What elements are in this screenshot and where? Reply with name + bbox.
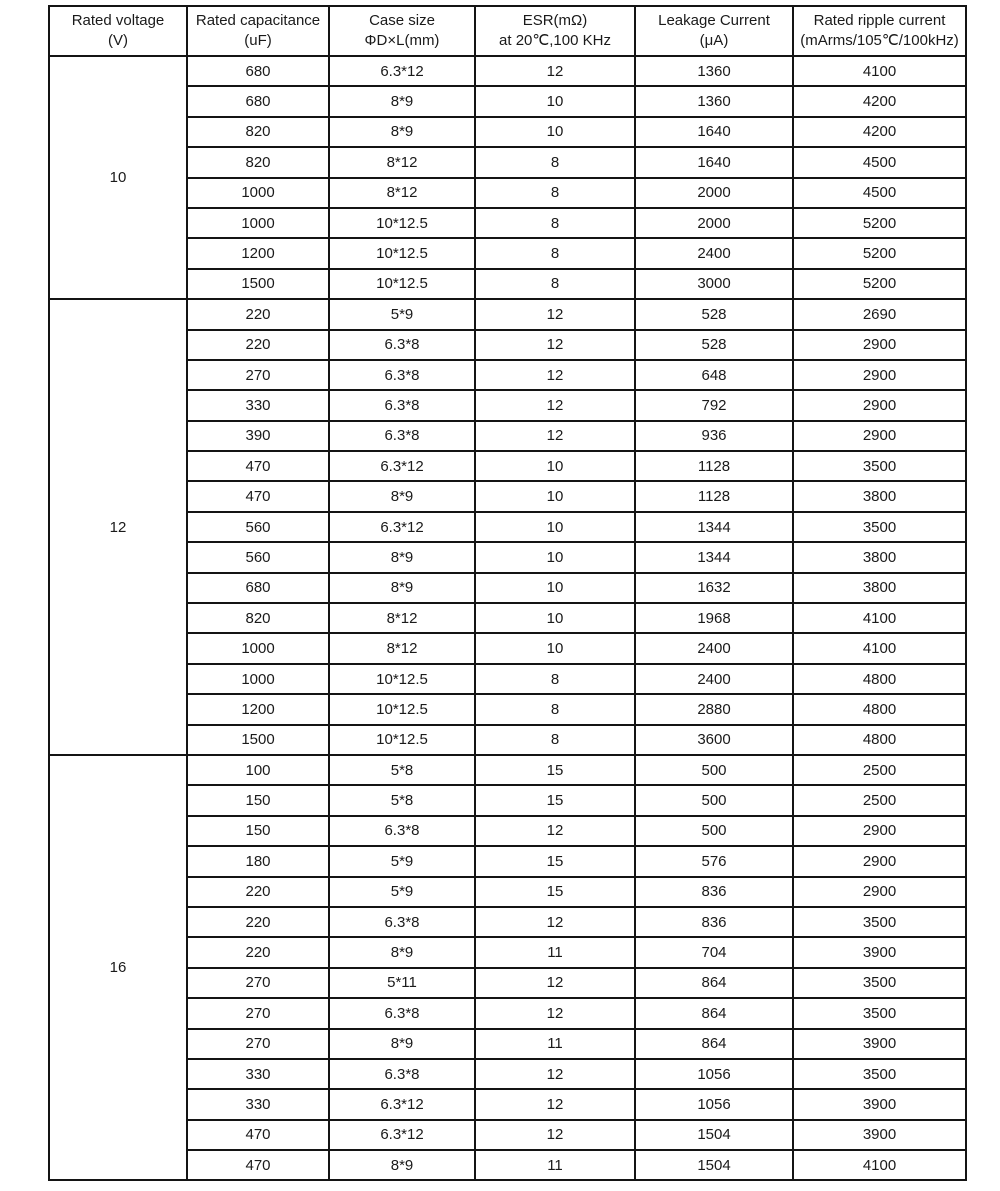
cell-leakage: 1360 [635,56,793,86]
cell-leakage: 1056 [635,1089,793,1119]
header-label-line2: (mArms/105℃/100kHz) [800,32,959,49]
table-row [49,147,966,177]
cell-ripple: 4500 [793,147,966,177]
header-label-line1: Rated capacitance [195,11,321,29]
cell-capacitance: 1000 [187,208,329,238]
cell-case_size: 6.3*8 [329,816,475,846]
cell-case_size: 6.3*8 [329,360,475,390]
cell-capacitance: 470 [187,1150,329,1180]
table-row [49,968,966,998]
cell-ripple: 4200 [793,86,966,116]
cell-esr: 10 [475,117,635,147]
cell-ripple: 2500 [793,785,966,815]
cell-capacitance: 270 [187,1029,329,1059]
cell-esr: 12 [475,390,635,420]
header-cell-ripple [793,6,966,56]
cell-case_size: 6.3*12 [329,451,475,481]
cell-case_size: 6.3*8 [329,330,475,360]
table-row [49,1029,966,1059]
table-row [49,390,966,420]
table-row [49,1089,966,1119]
cell-leakage: 1344 [635,512,793,542]
cell-leakage: 864 [635,1029,793,1059]
cell-capacitance: 330 [187,1059,329,1089]
cell-leakage: 1360 [635,86,793,116]
table-row [49,330,966,360]
cell-leakage: 2400 [635,238,793,268]
cell-capacitance: 270 [187,998,329,1028]
header-label-line1: Case size [369,11,435,29]
cell-esr: 8 [475,725,635,755]
cell-case_size: 10*12.5 [329,208,475,238]
cell-ripple: 3800 [793,481,966,511]
cell-esr: 12 [475,907,635,937]
header-cell-capacitance [187,6,329,56]
header-cell-esr [475,6,635,56]
cell-capacitance: 820 [187,603,329,633]
cell-esr: 15 [475,755,635,785]
table-row [49,178,966,208]
cell-case_size: 5*9 [329,299,475,329]
cell-esr: 8 [475,178,635,208]
cell-ripple: 2900 [793,846,966,876]
table-row [49,907,966,937]
cell-leakage: 500 [635,816,793,846]
cell-esr: 12 [475,330,635,360]
cell-ripple: 5200 [793,208,966,238]
cell-leakage: 1640 [635,147,793,177]
table-row [49,816,966,846]
cell-capacitance: 270 [187,968,329,998]
cell-esr: 10 [475,86,635,116]
cell-esr: 12 [475,968,635,998]
cell-esr: 12 [475,56,635,86]
cell-case_size: 8*12 [329,147,475,177]
cell-case_size: 8*9 [329,1029,475,1059]
table-row [49,694,966,724]
header-cell-case_size [329,6,475,56]
table-row [49,633,966,663]
table-header [49,6,966,56]
cell-esr: 15 [475,846,635,876]
cell-capacitance: 330 [187,1089,329,1119]
cell-esr: 10 [475,573,635,603]
cell-esr: 11 [475,937,635,967]
header-label-line2: ΦD×L(mm) [364,32,440,49]
header-cell-voltage [49,6,187,56]
table-row [49,481,966,511]
voltage-group-cell: 12 [49,299,187,755]
cell-leakage: 1128 [635,451,793,481]
header-row [49,6,966,56]
cell-esr: 8 [475,269,635,299]
cell-capacitance: 470 [187,481,329,511]
cell-ripple: 2900 [793,816,966,846]
cell-esr: 11 [475,1029,635,1059]
cell-case_size: 6.3*8 [329,390,475,420]
cell-capacitance: 1200 [187,238,329,268]
table-row [49,755,966,785]
table-row [49,877,966,907]
cell-case_size: 5*8 [329,755,475,785]
cell-ripple: 3900 [793,937,966,967]
cell-ripple: 3500 [793,451,966,481]
table-row [49,86,966,116]
cell-ripple: 2900 [793,360,966,390]
cell-esr: 10 [475,633,635,663]
cell-capacitance: 1500 [187,725,329,755]
table-row [49,238,966,268]
cell-esr: 15 [475,877,635,907]
table-row [49,451,966,481]
cell-ripple: 3900 [793,1089,966,1119]
cell-capacitance: 220 [187,877,329,907]
cell-leakage: 1056 [635,1059,793,1089]
table-row [49,360,966,390]
cell-case_size: 6.3*8 [329,1059,475,1089]
table-row [49,785,966,815]
cell-leakage: 1504 [635,1120,793,1150]
cell-esr: 8 [475,238,635,268]
cell-esr: 12 [475,421,635,451]
cell-case_size: 8*9 [329,573,475,603]
table-body [49,56,966,1180]
cell-esr: 12 [475,816,635,846]
cell-case_size: 10*12.5 [329,694,475,724]
cell-esr: 11 [475,1150,635,1180]
cell-ripple: 4800 [793,725,966,755]
cell-leakage: 1128 [635,481,793,511]
cell-esr: 10 [475,481,635,511]
cell-capacitance: 100 [187,755,329,785]
cell-ripple: 2900 [793,877,966,907]
cell-case_size: 8*9 [329,117,475,147]
cell-leakage: 1504 [635,1150,793,1180]
table-row [49,937,966,967]
table-row [49,208,966,238]
cell-capacitance: 680 [187,573,329,603]
cell-capacitance: 560 [187,512,329,542]
voltage-group-cell: 16 [49,755,187,1180]
cell-case_size: 6.3*12 [329,512,475,542]
cell-ripple: 4100 [793,56,966,86]
cell-ripple: 3500 [793,968,966,998]
table-row [49,998,966,1028]
cell-ripple: 5200 [793,269,966,299]
cell-capacitance: 680 [187,86,329,116]
cell-case_size: 8*9 [329,542,475,572]
header-label-line1: Rated voltage [71,11,165,29]
cell-capacitance: 1000 [187,178,329,208]
cell-ripple: 4100 [793,603,966,633]
cell-case_size: 5*11 [329,968,475,998]
cell-esr: 15 [475,785,635,815]
cell-leakage: 864 [635,998,793,1028]
cell-case_size: 6.3*8 [329,907,475,937]
table-row [49,1059,966,1089]
header-label-line1: Leakage Current [658,11,770,29]
cell-leakage: 1344 [635,542,793,572]
cell-esr: 8 [475,208,635,238]
cell-capacitance: 390 [187,421,329,451]
cell-case_size: 6.3*12 [329,56,475,86]
cell-ripple: 2690 [793,299,966,329]
cell-ripple: 3500 [793,998,966,1028]
table-row [49,117,966,147]
table-row [49,603,966,633]
cell-leakage: 704 [635,937,793,967]
table-row [49,269,966,299]
cell-capacitance: 270 [187,360,329,390]
cell-case_size: 10*12.5 [329,725,475,755]
cell-capacitance: 1000 [187,664,329,694]
cell-capacitance: 820 [187,147,329,177]
header-label-line2: (V) [108,32,128,49]
cell-leakage: 2000 [635,208,793,238]
cell-ripple: 2900 [793,421,966,451]
cell-leakage: 2880 [635,694,793,724]
cell-ripple: 2900 [793,390,966,420]
cell-leakage: 836 [635,877,793,907]
cell-case_size: 6.3*12 [329,1120,475,1150]
cell-esr: 12 [475,299,635,329]
cell-ripple: 2900 [793,330,966,360]
cell-ripple: 3800 [793,573,966,603]
cell-capacitance: 150 [187,785,329,815]
cell-leakage: 792 [635,390,793,420]
cell-leakage: 500 [635,755,793,785]
cell-case_size: 8*9 [329,481,475,511]
cell-capacitance: 1200 [187,694,329,724]
cell-ripple: 5200 [793,238,966,268]
cell-case_size: 8*12 [329,178,475,208]
table-row [49,542,966,572]
table-row [49,725,966,755]
cell-capacitance: 220 [187,330,329,360]
table-row [49,573,966,603]
cell-ripple: 3900 [793,1120,966,1150]
cell-leakage: 1968 [635,603,793,633]
cell-leakage: 864 [635,968,793,998]
cell-ripple: 4500 [793,178,966,208]
header-label-line1: ESR(mΩ) [522,11,588,29]
cell-leakage: 1632 [635,573,793,603]
cell-capacitance: 150 [187,816,329,846]
cell-capacitance: 1000 [187,633,329,663]
cell-ripple: 3800 [793,542,966,572]
cell-case_size: 10*12.5 [329,269,475,299]
cell-leakage: 936 [635,421,793,451]
header-label-line2: (μA) [699,32,729,49]
table-row [49,1120,966,1150]
header-label-line2: (uF) [244,32,272,49]
cell-ripple: 3500 [793,907,966,937]
cell-ripple: 4100 [793,633,966,663]
cell-leakage: 576 [635,846,793,876]
capacitor-spec-table [48,5,967,1181]
cell-capacitance: 560 [187,542,329,572]
cell-case_size: 10*12.5 [329,664,475,694]
cell-case_size: 5*9 [329,846,475,876]
cell-ripple: 3900 [793,1029,966,1059]
cell-ripple: 4200 [793,117,966,147]
cell-leakage: 648 [635,360,793,390]
table-row [49,1150,966,1180]
cell-leakage: 528 [635,299,793,329]
cell-leakage: 2000 [635,178,793,208]
cell-esr: 12 [475,998,635,1028]
voltage-group-cell: 10 [49,56,187,299]
cell-esr: 12 [475,1089,635,1119]
cell-ripple: 4800 [793,694,966,724]
cell-leakage: 1640 [635,117,793,147]
cell-esr: 10 [475,603,635,633]
cell-case_size: 5*9 [329,877,475,907]
table-row [49,421,966,451]
header-label-line1: Rated ripple current [813,11,946,29]
cell-case_size: 6.3*12 [329,1089,475,1119]
cell-capacitance: 820 [187,117,329,147]
cell-leakage: 2400 [635,664,793,694]
cell-esr: 12 [475,360,635,390]
cell-leakage: 3000 [635,269,793,299]
table-row [49,846,966,876]
header-label-line2: at 20℃,100 KHz [499,32,611,49]
cell-case_size: 5*8 [329,785,475,815]
cell-esr: 10 [475,512,635,542]
cell-capacitance: 220 [187,907,329,937]
cell-capacitance: 470 [187,1120,329,1150]
cell-case_size: 8*12 [329,633,475,663]
cell-leakage: 836 [635,907,793,937]
cell-leakage: 500 [635,785,793,815]
cell-capacitance: 180 [187,846,329,876]
cell-capacitance: 680 [187,56,329,86]
cell-capacitance: 1500 [187,269,329,299]
cell-esr: 12 [475,1120,635,1150]
cell-case_size: 8*12 [329,603,475,633]
cell-case_size: 6.3*8 [329,998,475,1028]
cell-esr: 10 [475,451,635,481]
header-cell-leakage [635,6,793,56]
cell-capacitance: 470 [187,451,329,481]
cell-esr: 8 [475,694,635,724]
cell-case_size: 8*9 [329,86,475,116]
cell-esr: 10 [475,542,635,572]
cell-case_size: 6.3*8 [329,421,475,451]
cell-capacitance: 220 [187,299,329,329]
table-row [49,299,966,329]
cell-leakage: 2400 [635,633,793,663]
cell-ripple: 3500 [793,512,966,542]
cell-case_size: 8*9 [329,1150,475,1180]
cell-case_size: 10*12.5 [329,238,475,268]
cell-leakage: 3600 [635,725,793,755]
cell-esr: 12 [475,1059,635,1089]
cell-ripple: 4800 [793,664,966,694]
cell-leakage: 528 [635,330,793,360]
table-row [49,56,966,86]
cell-capacitance: 330 [187,390,329,420]
table-row [49,664,966,694]
cell-capacitance: 220 [187,937,329,967]
cell-esr: 8 [475,664,635,694]
table-row [49,512,966,542]
cell-esr: 8 [475,147,635,177]
cell-case_size: 8*9 [329,937,475,967]
cell-ripple: 3500 [793,1059,966,1089]
cell-ripple: 2500 [793,755,966,785]
cell-ripple: 4100 [793,1150,966,1180]
